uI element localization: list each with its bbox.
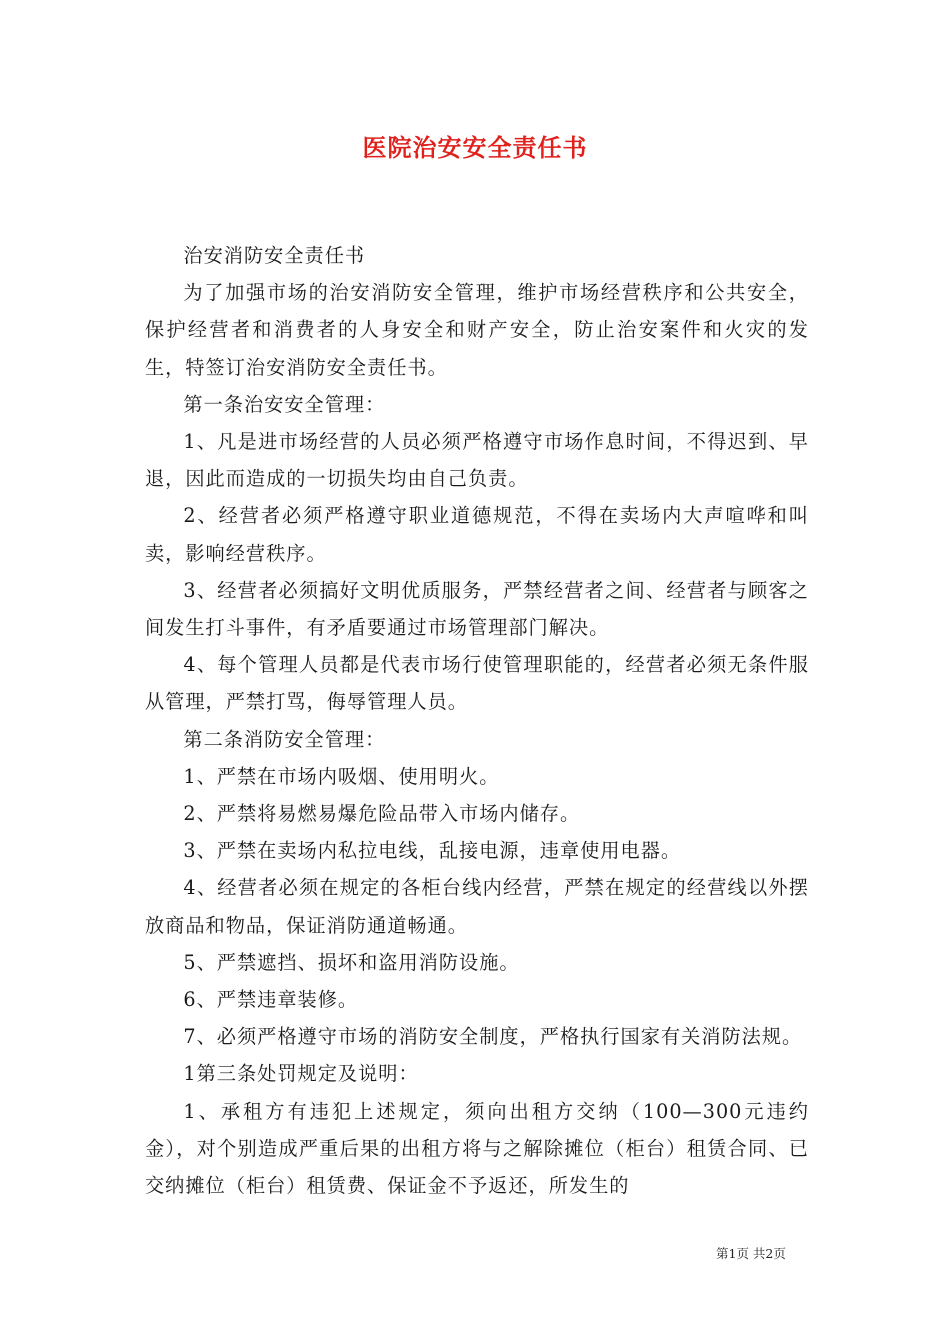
paragraph: 5、严禁遮挡、损坏和盗用消防设施。 bbox=[183, 950, 520, 974]
paragraph: 1、承租方有违犯上述规定，须向出租方交纳（100—300元违约金），对个别造成严重后果的出租方将与之解除摊位（柜台）租赁合同、已交纳摊位（柜台）租赁费、保证金不予返还，所发生的 bbox=[145, 1099, 809, 1198]
section-heading: 第二条消防安全管理： bbox=[183, 727, 386, 751]
paragraph: 为了加强市场的治安消防安全管理，维护市场经营秩序和公共安全，保护经营者和消费者的人身安全和财产安全，防止治安案件和火灾的发生，特签订治安消防安全责任书。 bbox=[145, 281, 809, 379]
paragraph: 治安消防安全责任书 bbox=[183, 244, 366, 267]
paragraph: 7、必须严格遵守市场的消防安全制度，严格执行国家有关消防法规。 bbox=[183, 1025, 803, 1049]
paragraph: 1、凡是进市场经营的人员必须严格遵守市场作息时间，不得迟到、早退，因此而造成的一切损失均由自己负责。 bbox=[145, 430, 809, 491]
paragraph: 1、严禁在市场内吸烟、使用明火。 bbox=[183, 764, 500, 788]
paragraph: 4、每个管理人员都是代表市场行使管理职能的，经营者必须无条件服从管理，严禁打骂，侮辱管理人员。 bbox=[145, 653, 809, 714]
page-number-footer: 第1页 共2页 bbox=[716, 1246, 786, 1261]
document-body bbox=[145, 237, 809, 1204]
section-heading: 1第三条处罚规定及说明： bbox=[183, 1062, 419, 1086]
section-heading: 第一条治安安全管理： bbox=[183, 392, 386, 416]
paragraph: 2、经营者必须严格遵守职业道德规范，不得在卖场内大声喧哗和叫卖，影响经营秩序。 bbox=[145, 504, 809, 565]
paragraph: 3、严禁在卖场内私拉电线，乱接电源，违章使用电器。 bbox=[183, 839, 682, 863]
paragraph: 6、严禁违章装修。 bbox=[183, 988, 359, 1012]
paragraph: 4、经营者必须在规定的各柜台线内经营，严禁在规定的经营线以外摆放商品和物品，保证消防通道畅通。 bbox=[145, 876, 809, 937]
paragraph: 3、经营者必须搞好文明优质服务，严禁经营者之间、经营者与顾客之间发生打斗事件，有矛盾要通过市场管理部门解决。 bbox=[145, 578, 809, 640]
document-title: 医院治安安全责任书 bbox=[362, 133, 588, 162]
paragraph: 2、严禁将易燃易爆危险品带入市场内储存。 bbox=[183, 802, 581, 826]
